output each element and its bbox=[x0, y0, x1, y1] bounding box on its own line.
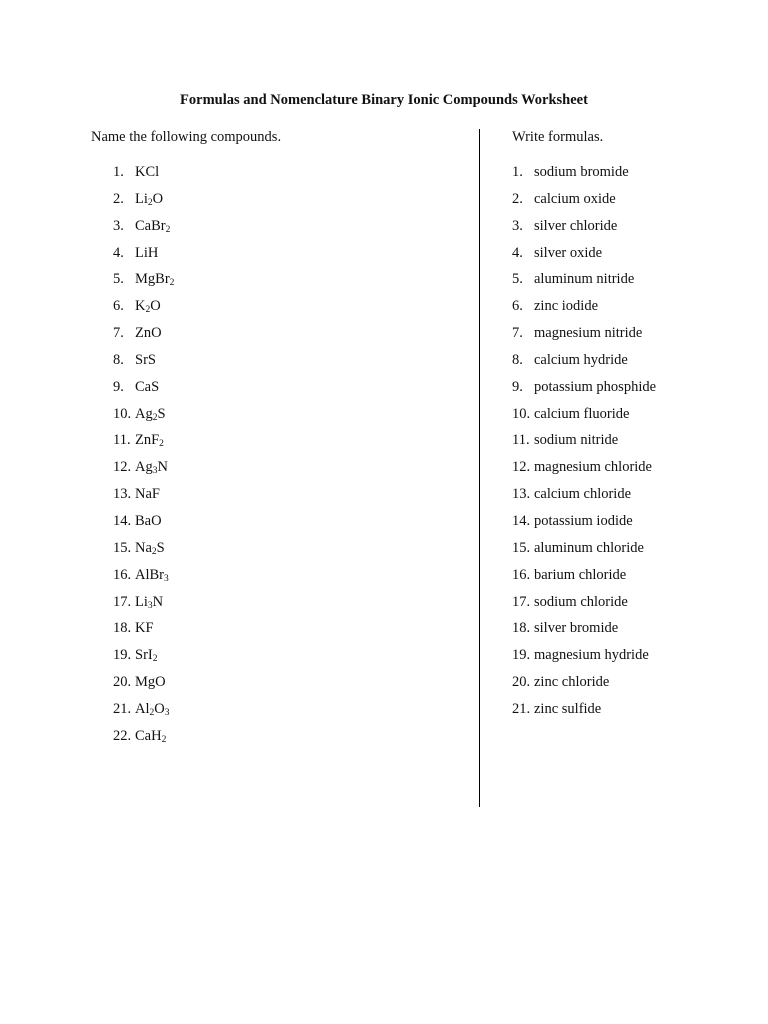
formula-symbol: ZnF bbox=[135, 432, 160, 449]
chemical-formula bbox=[135, 352, 156, 368]
formula-subscript: 2 bbox=[145, 305, 151, 316]
chemical-formula bbox=[135, 620, 154, 636]
chemical-formula bbox=[135, 701, 169, 717]
name-item bbox=[512, 593, 656, 620]
item-number: 9. bbox=[113, 378, 124, 395]
name-item bbox=[512, 324, 656, 351]
formula-item bbox=[113, 727, 174, 754]
compound-name: calcium fluoride bbox=[534, 405, 630, 422]
formula-symbol: Al bbox=[135, 700, 150, 717]
formula-subscript: 2 bbox=[149, 707, 155, 718]
chemical-formula bbox=[135, 218, 170, 234]
formula-item bbox=[113, 700, 174, 727]
formula-symbol: S bbox=[156, 539, 165, 556]
item-number: 14. bbox=[113, 512, 132, 529]
chemical-formula bbox=[135, 245, 158, 261]
name-item bbox=[512, 351, 656, 378]
formula-item bbox=[113, 566, 174, 593]
compound-name: potassium iodide bbox=[534, 512, 633, 529]
item-number: 8. bbox=[113, 351, 124, 368]
item-number: 2. bbox=[512, 190, 523, 207]
item-number: 10. bbox=[113, 405, 132, 422]
chemical-formula bbox=[135, 379, 159, 395]
item-number: 21. bbox=[512, 700, 531, 717]
chemical-formula bbox=[135, 298, 161, 314]
compound-name: magnesium nitride bbox=[534, 325, 643, 342]
name-item bbox=[512, 700, 656, 727]
item-number: 7. bbox=[512, 325, 523, 342]
name-item bbox=[512, 485, 656, 512]
chemical-formula bbox=[135, 594, 163, 610]
formula-item bbox=[113, 458, 174, 485]
formula-subscript: 3 bbox=[147, 600, 153, 611]
formula-subscript: 2 bbox=[159, 439, 164, 450]
item-number: 15. bbox=[512, 539, 531, 556]
item-number: 11. bbox=[113, 432, 131, 449]
formula-subscript: 2 bbox=[169, 278, 175, 289]
name-item bbox=[512, 673, 656, 700]
item-number: 10. bbox=[512, 405, 531, 422]
item-number: 2. bbox=[113, 190, 124, 207]
item-number: 15. bbox=[113, 539, 132, 556]
formula-symbol: Li bbox=[135, 190, 148, 207]
item-number: 13. bbox=[113, 486, 132, 503]
item-number: 20. bbox=[512, 674, 531, 691]
compound-name: zinc iodide bbox=[534, 298, 599, 315]
formula-symbol: CaS bbox=[135, 378, 160, 395]
item-number: 13. bbox=[512, 486, 531, 503]
formula-subscript: 2 bbox=[165, 224, 171, 235]
formula-item bbox=[113, 405, 174, 432]
formula-symbol: CaH bbox=[135, 727, 162, 744]
formula-symbol: BaO bbox=[135, 512, 162, 529]
chemical-formula bbox=[135, 674, 166, 690]
item-number: 12. bbox=[512, 459, 531, 476]
name-item bbox=[512, 458, 656, 485]
write-formulas-heading: Write formulas. bbox=[512, 129, 604, 145]
formula-symbol: MgO bbox=[135, 674, 166, 691]
compound-name: barium chloride bbox=[534, 566, 627, 583]
item-number: 1. bbox=[512, 164, 523, 180]
chemical-formula bbox=[135, 325, 162, 341]
formula-symbol: MgBr bbox=[135, 271, 170, 288]
item-number: 19. bbox=[113, 647, 132, 664]
item-number: 16. bbox=[512, 566, 531, 583]
name-item bbox=[512, 431, 656, 458]
formula-symbol: ZnO bbox=[135, 325, 162, 342]
compound-name: magnesium hydride bbox=[534, 647, 649, 664]
chemical-formula bbox=[135, 406, 166, 422]
chemical-formula bbox=[135, 540, 165, 556]
compound-name: silver bromide bbox=[534, 620, 619, 637]
compound-name: magnesium chloride bbox=[534, 459, 652, 476]
formula-subscript: 2 bbox=[151, 546, 157, 557]
chemical-formula bbox=[135, 513, 162, 529]
compound-name: silver oxide bbox=[534, 244, 603, 261]
item-number: 3. bbox=[113, 217, 124, 234]
formula-symbol: SrS bbox=[135, 351, 156, 368]
item-number: 8. bbox=[512, 351, 523, 368]
formula-symbol: KCl bbox=[135, 164, 160, 180]
formula-subscript: 2 bbox=[161, 734, 167, 745]
compound-name: aluminum nitride bbox=[534, 271, 635, 288]
name-item bbox=[512, 566, 656, 593]
compound-name: calcium hydride bbox=[534, 351, 628, 368]
formula-symbol: N bbox=[152, 593, 164, 610]
formula-item bbox=[113, 351, 174, 378]
chemical-formula bbox=[135, 459, 168, 475]
formula-item bbox=[113, 619, 174, 646]
compound-name: silver chloride bbox=[534, 217, 618, 234]
name-item bbox=[512, 378, 656, 405]
compound-name: calcium chloride bbox=[534, 486, 632, 503]
item-number: 22. bbox=[113, 727, 132, 744]
item-number: 1. bbox=[113, 164, 124, 180]
name-item bbox=[512, 646, 656, 673]
item-number: 21. bbox=[113, 700, 132, 717]
formula-item bbox=[113, 190, 174, 217]
formula-symbol: KF bbox=[135, 620, 154, 637]
item-number: 9. bbox=[512, 378, 523, 395]
formula-item bbox=[113, 593, 174, 620]
compound-formula-list bbox=[113, 163, 174, 754]
formula-item bbox=[113, 163, 174, 190]
item-number: 18. bbox=[512, 620, 531, 637]
item-number: 20. bbox=[113, 674, 132, 691]
formula-item bbox=[113, 270, 174, 297]
formula-symbol: Ag bbox=[135, 459, 153, 476]
compound-name-list bbox=[512, 163, 656, 727]
chemical-formula bbox=[135, 486, 160, 502]
formula-symbol: K bbox=[135, 298, 146, 315]
compound-name: calcium oxide bbox=[534, 190, 616, 207]
formula-item bbox=[113, 673, 174, 700]
formula-symbol: Li bbox=[135, 593, 148, 610]
formula-item bbox=[113, 297, 174, 324]
item-number: 16. bbox=[113, 566, 132, 583]
chemical-formula bbox=[135, 432, 164, 448]
item-number: 17. bbox=[113, 593, 132, 610]
item-number: 4. bbox=[512, 244, 523, 261]
formula-symbol: O bbox=[150, 298, 161, 315]
formula-symbol: NaF bbox=[135, 486, 160, 503]
formula-subscript: 2 bbox=[147, 197, 153, 208]
formula-symbol: Na bbox=[135, 539, 152, 556]
formula-symbol: LiH bbox=[135, 244, 159, 261]
item-number: 7. bbox=[113, 325, 124, 342]
formula-symbol: S bbox=[157, 405, 166, 422]
formula-item bbox=[113, 512, 174, 539]
formula-item bbox=[113, 485, 174, 512]
chemical-formula bbox=[135, 567, 169, 583]
item-number: 14. bbox=[512, 512, 531, 529]
formula-subscript: 3 bbox=[164, 707, 170, 718]
name-item bbox=[512, 405, 656, 432]
item-number: 6. bbox=[512, 298, 523, 315]
name-item bbox=[512, 270, 656, 297]
formula-symbol: O bbox=[152, 190, 164, 207]
name-compounds-heading: Name the following compounds. bbox=[91, 129, 282, 145]
formula-item bbox=[113, 378, 174, 405]
formula-item bbox=[113, 244, 174, 271]
formula-symbol: O bbox=[154, 700, 165, 717]
compound-name: sodium bromide bbox=[534, 164, 629, 180]
item-number: 12. bbox=[113, 459, 132, 476]
name-item bbox=[512, 619, 656, 646]
name-item bbox=[512, 297, 656, 324]
chemical-formula bbox=[135, 271, 174, 287]
name-item bbox=[512, 163, 656, 190]
name-item bbox=[512, 190, 656, 217]
formula-symbol: CaBr bbox=[135, 217, 166, 234]
item-number: 6. bbox=[113, 298, 124, 315]
compound-name: potassium phosphide bbox=[534, 378, 657, 395]
item-number: 19. bbox=[512, 647, 531, 664]
item-number: 5. bbox=[113, 271, 124, 288]
formula-item bbox=[113, 217, 174, 244]
item-number: 3. bbox=[512, 217, 523, 234]
formula-symbol: N bbox=[157, 459, 168, 476]
compound-name: zinc chloride bbox=[534, 674, 610, 691]
formula-subscript: 3 bbox=[152, 466, 158, 477]
formula-subscript: 3 bbox=[164, 573, 169, 584]
chemical-formula bbox=[135, 191, 163, 207]
formula-symbol: SrI bbox=[135, 647, 153, 664]
name-item bbox=[512, 539, 656, 566]
compound-name: zinc sulfide bbox=[534, 700, 602, 717]
item-number: 5. bbox=[512, 271, 523, 288]
formula-symbol: Ag bbox=[135, 405, 153, 422]
chemical-formula bbox=[135, 647, 157, 663]
formula-symbol: AlBr bbox=[135, 566, 164, 583]
compound-name: sodium chloride bbox=[534, 593, 628, 610]
formula-item bbox=[113, 646, 174, 673]
formula-item bbox=[113, 431, 174, 458]
chemical-formula bbox=[135, 164, 159, 180]
name-item bbox=[512, 217, 656, 244]
item-number: 18. bbox=[113, 620, 132, 637]
compound-name: sodium nitride bbox=[534, 432, 619, 449]
formula-subscript: 2 bbox=[152, 412, 158, 423]
formula-subscript: 2 bbox=[152, 654, 158, 665]
name-item bbox=[512, 512, 656, 539]
item-number: 17. bbox=[512, 593, 531, 610]
column-divider bbox=[479, 129, 480, 807]
name-item bbox=[512, 244, 656, 271]
formula-item bbox=[113, 539, 174, 566]
item-number: 4. bbox=[113, 244, 124, 261]
formula-item bbox=[113, 324, 174, 351]
worksheet-title: Formulas and Nomenclature Binary Ionic Compounds Worksheet bbox=[180, 92, 588, 108]
chemical-formula bbox=[135, 728, 166, 744]
item-number: 11. bbox=[512, 432, 530, 449]
compound-name: aluminum chloride bbox=[534, 539, 644, 556]
